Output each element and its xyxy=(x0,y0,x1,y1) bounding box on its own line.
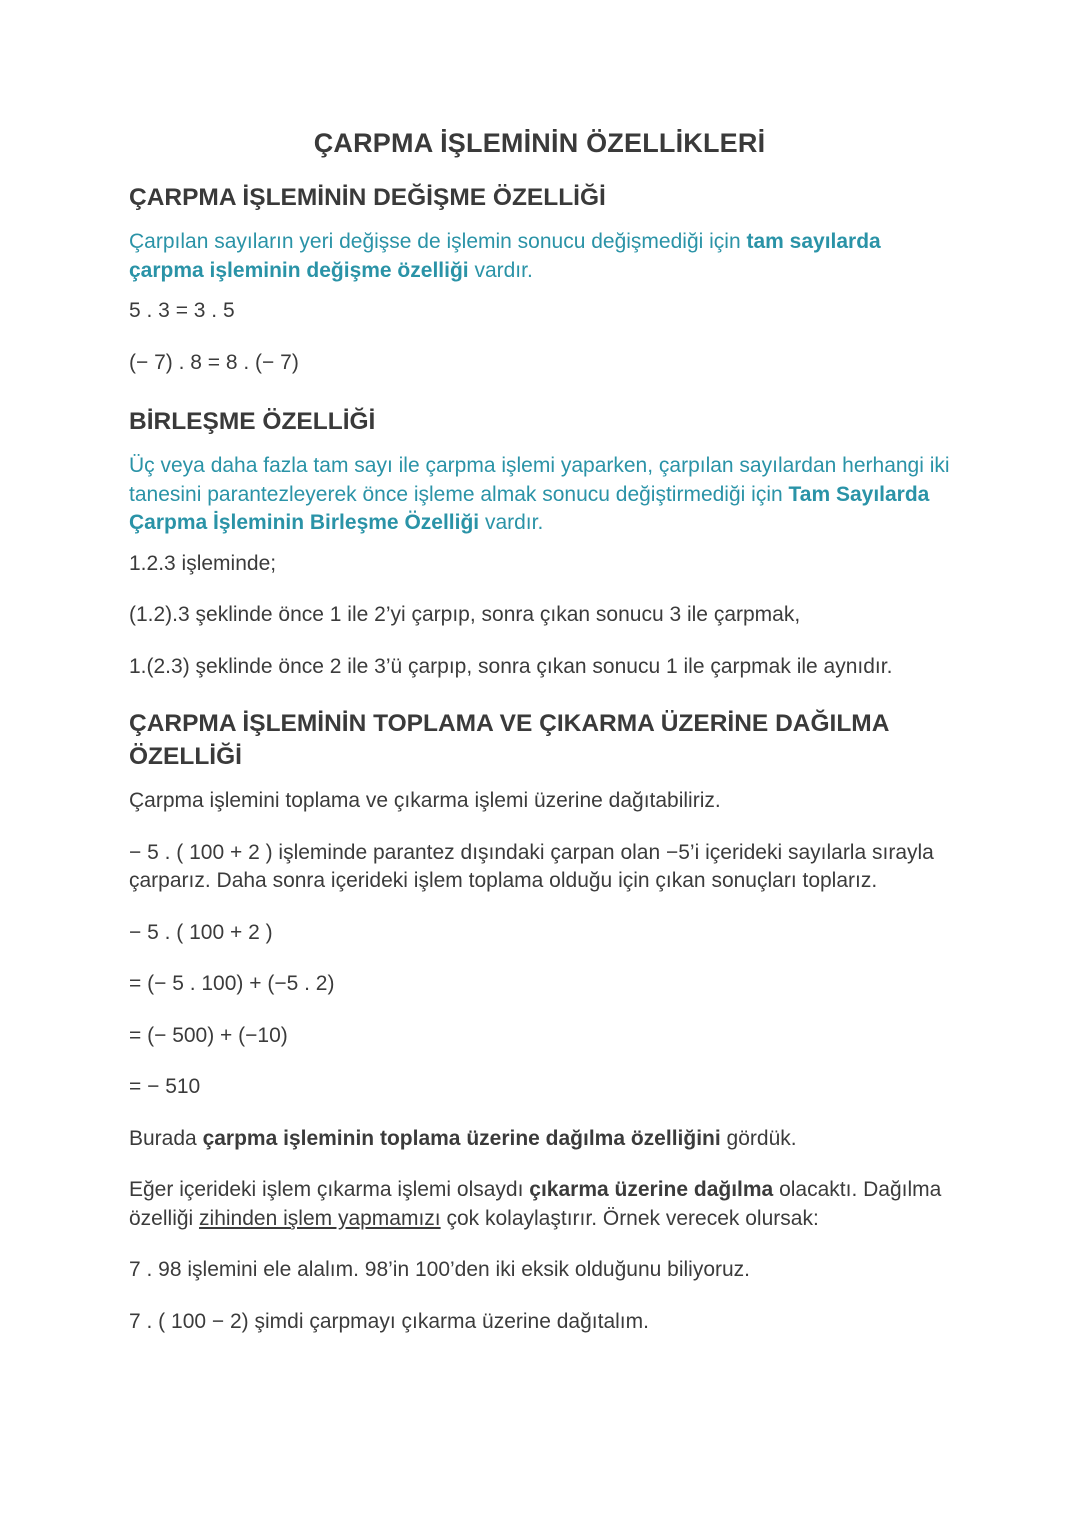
section-heading-dagilma: ÇARPMA İŞLEMİNİN TOPLAMA VE ÇIKARMA ÜZERİNE DAĞILMA ÖZELLİĞİ xyxy=(129,710,889,770)
paragraph: 1.(2.3) şeklinde önce 2 ile 3’ü çarpıp, sonra çıkan sonucu 1 ile çarpmak ile aynıdır. xyxy=(129,654,893,678)
paragraph: (1.2).3 şeklinde önce 1 ile 2’yi çarpıp, sonra çıkan sonucu 3 ile çarpmak, xyxy=(129,603,801,626)
paragraph: − 5 . ( 100 + 2 ) işleminde parantez dışındaki çarpan olan −5’i içerideki sayılarla sırayla çarparız. Daha sonra içerideki işlem toplama olduğu için çıkan sonuçları toplarız. xyxy=(129,840,934,892)
definition-text-end: vardır. xyxy=(468,258,533,282)
definition-degisme xyxy=(129,228,950,285)
bold-text: çıkarma üzerine dağılma xyxy=(529,1178,774,1201)
equation-line: = (− 5 . 100) + (−5 . 2) xyxy=(129,972,335,995)
paragraph xyxy=(129,1125,950,1154)
definition-text: Çarpılan sayıların yeri değişse de işlemin sonucu değişmediği için xyxy=(129,230,747,253)
underlined-text: zihinden işlem yapmamızı xyxy=(199,1206,441,1230)
definition-text-end: vardır. xyxy=(479,511,544,534)
example-line: 5 . 3 = 3 . 5 xyxy=(129,299,235,322)
section-heading-birlesme: BİRLEŞME ÖZELLİĞİ xyxy=(129,408,376,435)
paragraph xyxy=(129,1176,950,1233)
equation-line: = − 510 xyxy=(129,1075,201,1098)
text: olacaktı. Dağılma özelliği xyxy=(129,1178,942,1230)
paragraph: Çarpma işlemini toplama ve çıkarma işlemi üzerine dağıtabiliriz. xyxy=(129,789,721,812)
text: Burada xyxy=(129,1126,203,1150)
text: gördük. xyxy=(720,1126,797,1150)
equation-line: = (− 500) + (−10) xyxy=(129,1023,288,1047)
definition-birlesme xyxy=(129,452,950,538)
example-line: (− 7) . 8 = 8 . (− 7) xyxy=(129,350,299,374)
text: Eğer içerideki işlem çıkarma işlemi olsaydı xyxy=(129,1178,530,1201)
section-heading-degisme: ÇARPMA İŞLEMİNİN DEĞİŞME ÖZELLİĞİ xyxy=(129,184,606,211)
text: çok kolaylaştırır. Örnek verecek olursak: xyxy=(440,1206,819,1230)
definition-bold: Tam Sayılarda Çarpma İşleminin Birleşme Özelliği xyxy=(129,482,930,534)
paragraph: 7 . ( 100 − 2) şimdi çarpmayı çıkarma üzerine dağıtalım. xyxy=(129,1309,649,1333)
definition-text: Üç veya daha fazla tam sayı ile çarpma işlemi yaparken, çarpılan sayılardan herhangi iki tanesini parantezleyerek önce işleme almak sonucu değiştirmediği için xyxy=(129,454,950,506)
page-title: ÇARPMA İŞLEMİNİN ÖZELLİKLERİ xyxy=(313,128,766,158)
paragraph: 7 . 98 işlemini ele alalım. 98’in 100’den iki eksik olduğunu biliyoruz. xyxy=(129,1258,751,1281)
equation-line: − 5 . ( 100 + 2 ) xyxy=(129,920,273,944)
bold-text: çarpma işleminin toplama üzerine dağılma özelliğini xyxy=(202,1126,721,1150)
paragraph: 1.2.3 işleminde; xyxy=(129,551,277,575)
definition-bold: tam sayılarda çarpma işleminin değişme özelliği xyxy=(129,230,881,282)
